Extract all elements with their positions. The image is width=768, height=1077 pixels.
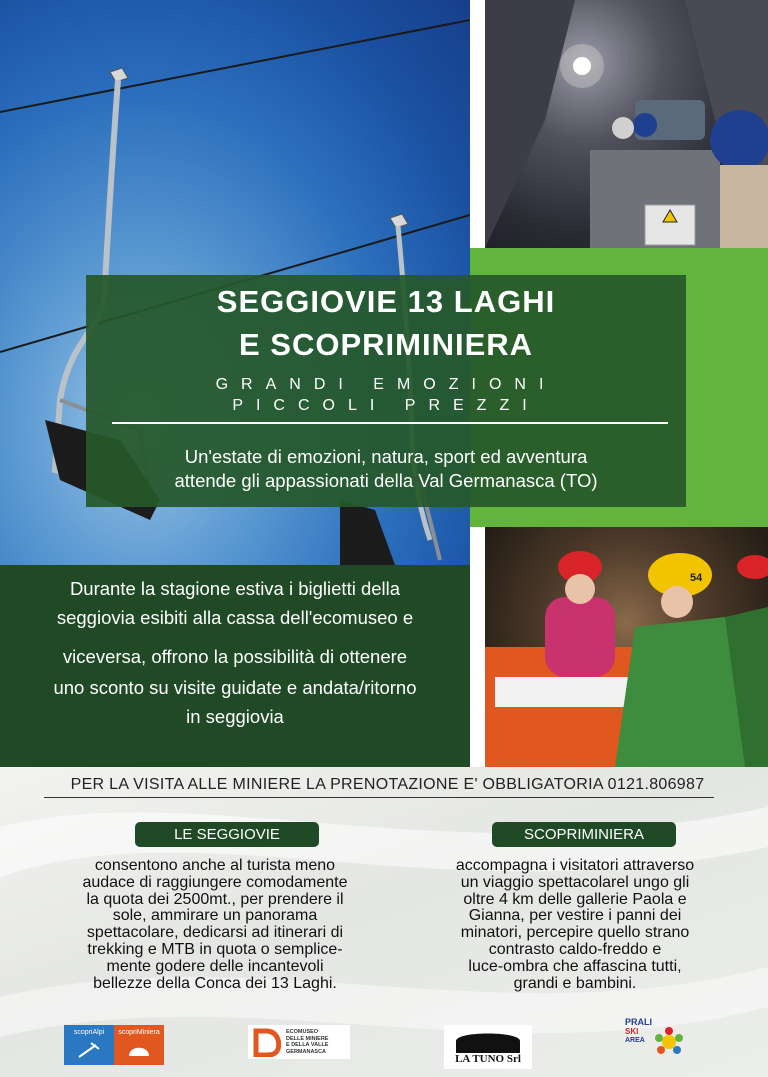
title-divider <box>112 422 668 424</box>
subtitle-line-2: PICCOLI PREZZI <box>232 397 540 414</box>
scopri-miniera-label: scopriMiniera <box>118 1029 160 1036</box>
ecomuseo-text-2: DELLE MINIERE <box>286 1035 329 1042</box>
desc-line: grandi e bambini. <box>513 974 637 992</box>
tunnel-icon <box>446 1027 530 1053</box>
prali-text: PRALI <box>625 1017 652 1027</box>
area-text: AREA <box>625 1037 645 1044</box>
snowflake-gear-icon <box>653 1026 685 1058</box>
desc-line: spettacolare, dedicarsi ad itinerari di <box>86 924 344 942</box>
scopriminiera-description <box>405 858 745 992</box>
desc-line: accompagna i visitatori attraverso <box>455 857 695 874</box>
section-title-scopriminiera: SCOPRIMINIERA <box>492 822 676 847</box>
desc-line: un viaggio spettacolarel ungo gli <box>460 873 690 891</box>
discount-line-2: seggiovia esibiti alla cassa dell'ecomuseo e <box>56 607 414 628</box>
discount-line-5: in seggiovia <box>186 706 284 727</box>
ecomuseo-mark-icon <box>252 1027 282 1057</box>
desc-line: oltre 4 km delle gallerie Paola e <box>463 890 687 908</box>
desc-line: trekking e MTB in quota o semplice- <box>87 940 343 958</box>
scopri-logo <box>64 1025 164 1065</box>
ski-text: SKI <box>625 1027 639 1036</box>
notice-underline <box>44 797 714 798</box>
pickaxe-icon <box>76 1041 102 1061</box>
helmet-number: 54 <box>690 572 703 584</box>
desc-line: bellezze della Conca dei 13 Laghi. <box>93 974 337 992</box>
title-line-1: SEGGIOVIE 13 LAGHI <box>216 284 556 319</box>
desc-line: Gianna, per vestire i panni dei <box>468 907 682 925</box>
desc-line: contrasto caldo-freddo e <box>488 940 662 958</box>
ecomuseo-text-3: E DELLA VALLE <box>286 1042 329 1048</box>
discount-line-4: uno sconto su visite guidate e andata/ritorno <box>53 677 417 698</box>
latuno-logo <box>444 1025 532 1069</box>
section-title-seggiovie: LE SEGGIOVIE <box>135 822 319 847</box>
ecomuseo-text-4: GERMANASCA <box>286 1048 327 1055</box>
desc-line: la quota dei 2500mt., per prendere il <box>86 890 344 908</box>
intro-line-1: Un'estate di emozioni, natura, sport ed avventura <box>184 446 588 467</box>
intro-line-2: attende gli appassionati della Val Germanasca (TO) <box>174 470 598 491</box>
booking-notice: PER LA VISITA ALLE MINIERE LA PRENOTAZIONE E' OBBLIGATORIA 0121.806987 <box>70 776 705 793</box>
latuno-text: LA TUNO Srl <box>455 1053 521 1065</box>
desc-line: mente godere delle incantevoli <box>106 957 324 975</box>
desc-line: minatori, percepire quello strano <box>460 924 690 942</box>
desc-line: consentono anche al turista meno <box>94 857 336 874</box>
kids-mine-photo <box>485 527 768 767</box>
discount-line-1: Durante la stagione estiva i biglietti della <box>69 578 401 599</box>
ecomuseo-logo <box>248 1025 350 1059</box>
seggiovie-description <box>30 858 400 992</box>
scopri-alpi-label: scopriAlpi <box>73 1029 105 1036</box>
title-line-2: E SCOPRIMINIERA <box>238 327 534 362</box>
subtitle-line-1: GRANDI EMOZIONI <box>215 376 557 393</box>
discount-line-3: viceversa, offrono la possibilità di ottenere <box>62 646 408 667</box>
prali-ski-logo <box>625 1018 687 1064</box>
helmet-icon <box>126 1043 152 1059</box>
desc-line: luce-ombra che affascina tutti, <box>468 957 682 975</box>
mine-train-photo <box>485 0 768 248</box>
desc-line: sole, ammirare un panorama <box>112 907 318 925</box>
desc-line: audace di raggiungere comodamente <box>82 873 348 891</box>
ecomuseo-text-1: ECOMUSEO <box>286 1029 319 1035</box>
